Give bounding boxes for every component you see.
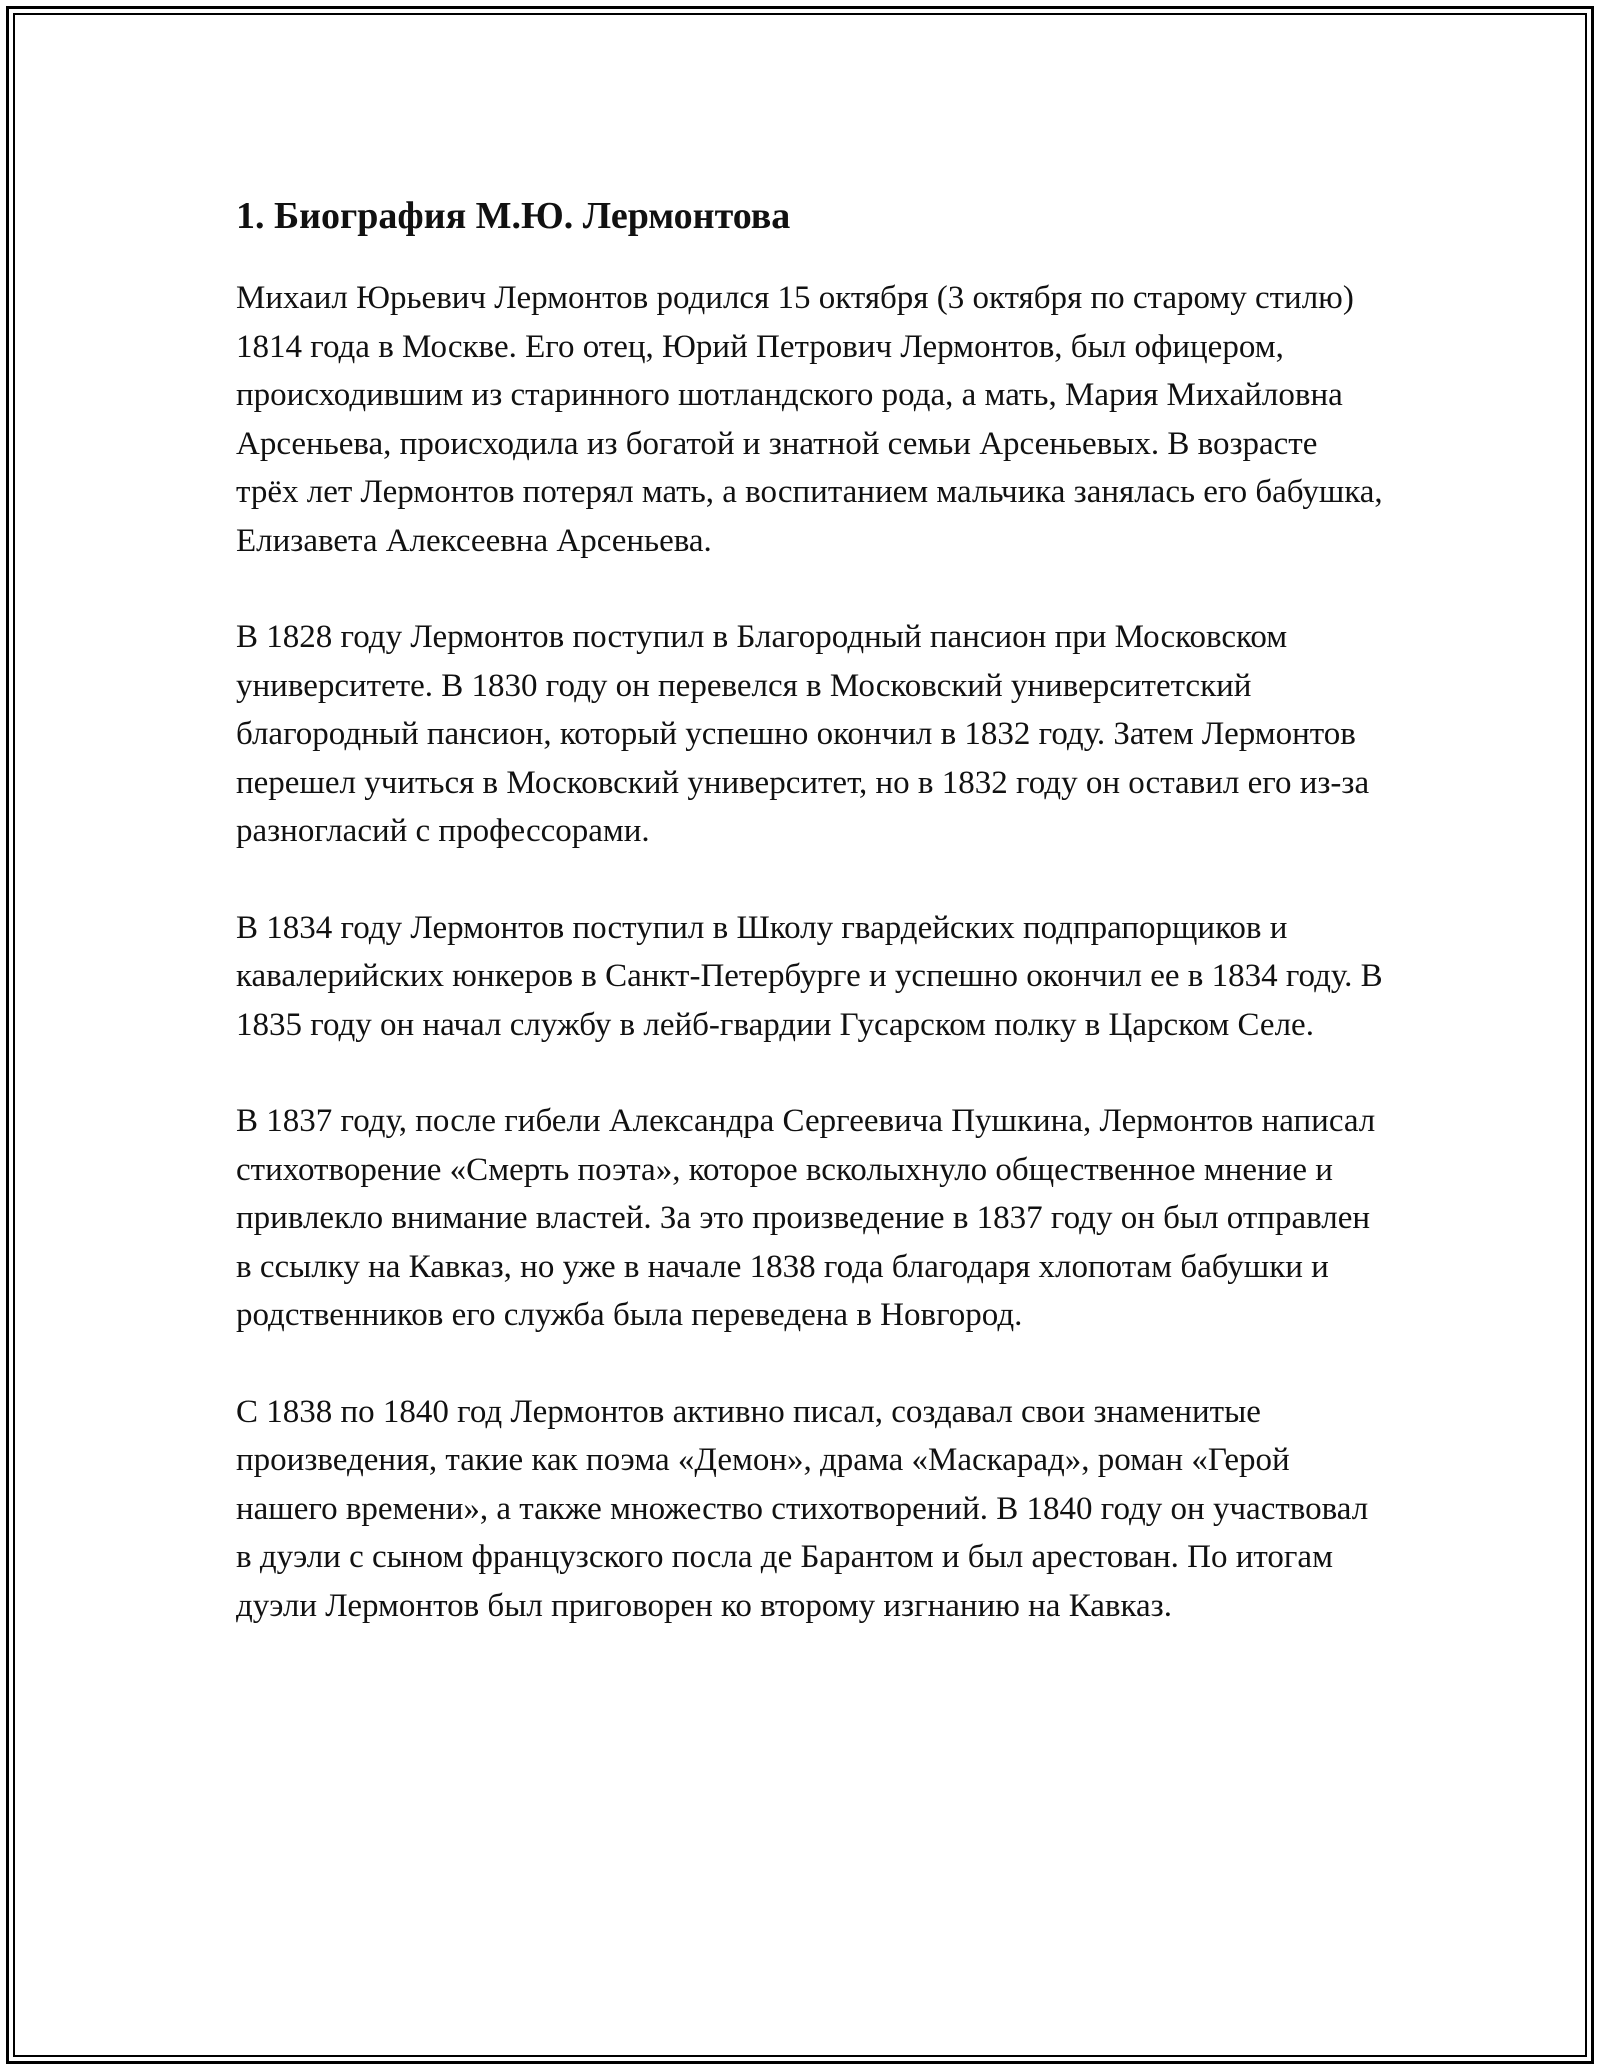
- paragraph-death-of-poet: В 1837 году, после гибели Александра Сергеевича Пушкина, Лермонтов написал стихотворение «Смерть поэта», которое всколыхнуло общественное мнение и привлекло внимание властей. За это произведение в 1837 году он был отправлен в ссылку на Кавказ, но уже в начале 1838 года благодаря хлопотам бабушки и родственников его служба была переведена в Новгород.: [236, 1103, 1376, 1333]
- paragraph-military-school: В 1834 году Лермонтов поступил в Школу гвардейских подпрапорщиков и кавалерийских юнкеров в Санкт-Петербурге и успешно окончил ее в 1834 году. В 1835 году он начал службу в лейб-гвардии Гусарском полку в Царском Селе.: [236, 909, 1383, 1043]
- document-body: [236, 188, 1386, 1678]
- paragraph-works-and-duel: С 1838 по 1840 год Лермонтов активно писал, создавал свои знаменитые произведения, такие как поэма «Демон», драма «Маскарад», роман «Герой нашего времени», а также множество стихотворений. В 1840 году он участвовал в дуэли с сыном французского посла де Барантом и был арестован. По итогам дуэли Лермонтов был приговорен ко второму изгнанию на Кавказ.: [236, 1393, 1369, 1624]
- section-heading: 1. Биография М.Ю. Лермонтова: [236, 195, 791, 237]
- paragraph-early-life: Михаил Юрьевич Лермонтов родился 15 октября (3 октября по старому стилю) 1814 года в Москве. Его отец, Юрий Петрович Лермонтов, был офицером, происходившим из старинного шотландского рода, а мать, Мария Михайловна Арсеньева, происходила из богатой и знатной семьи Арсеньевых. В возрасте трёх лет Лермонтов потерял мать, а воспитанием мальчика занялась его бабушка, Елизавета Алексеевна Арсеньева.: [236, 280, 1383, 559]
- paragraph-education: В 1828 году Лермонтов поступил в Благородный пансион при Московском университете. В 1830 году он перевелся в Московский университетский благородный пансион, который успешно окончил в 1832 году. Затем Лермонтов перешел учиться в Московский университет, но в 1832 году он оставил его из-за разногласий с профессорами.: [236, 619, 1370, 849]
